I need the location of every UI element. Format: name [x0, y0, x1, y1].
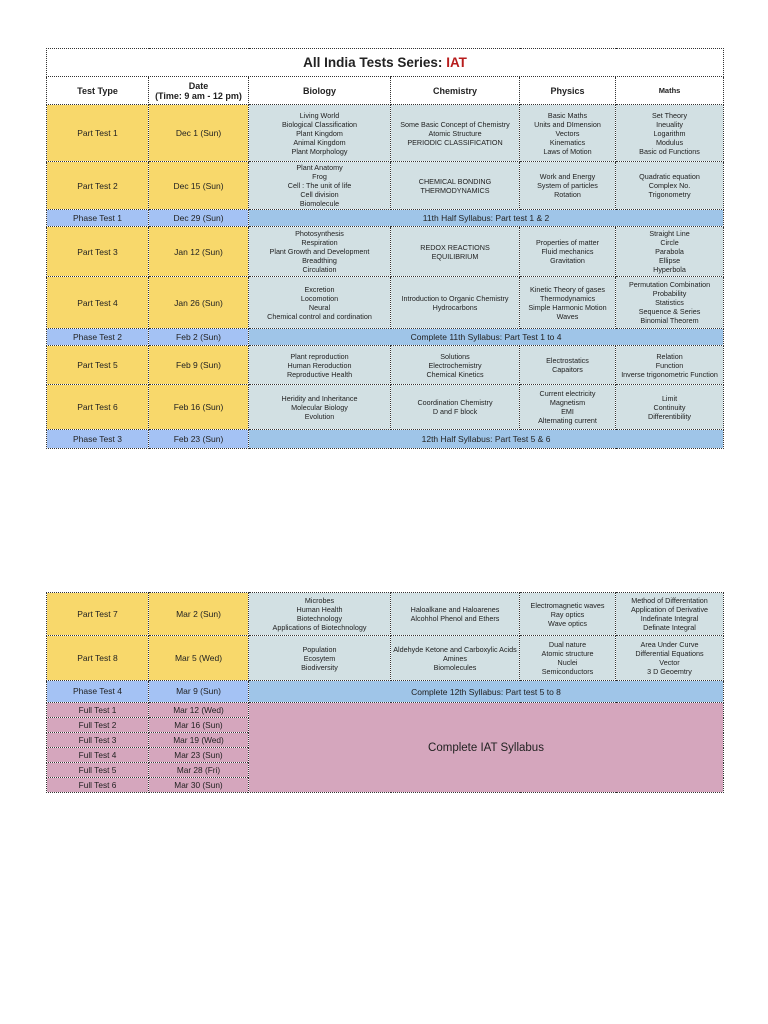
maths-cell: Relation Function Inverse trigonometric Function — [616, 346, 724, 385]
test-date-cell: Feb 9 (Sun) — [149, 346, 249, 385]
header-date-time: (Time: 9 am - 12 pm) — [155, 90, 242, 101]
test-date-cell: Jan 12 (Sun) — [149, 227, 249, 277]
test-date-cell: Jan 26 (Sun) — [149, 277, 249, 329]
biology-cell: Excretion Locomotion Neural Chemical control and cordination — [249, 277, 391, 329]
phase-syllabus: Complete 11th Syllabus: Part Test 1 to 4 — [249, 329, 724, 346]
chemistry-cell: Aldehyde Ketone and Carboxylic Acids Amines Biomolecules — [391, 636, 520, 681]
test-date-cell: Mar 19 (Wed) — [149, 733, 249, 748]
test-type-cell: Part Test 8 — [47, 636, 149, 681]
full-syllabus: Complete IAT Syllabus — [249, 703, 724, 793]
header-date-label: Date — [188, 80, 209, 91]
maths-cell: Area Under Curve Differential Equations Vector 3 D Geoemtry — [616, 636, 724, 681]
header-date — [149, 77, 249, 105]
chemistry-cell: Introduction to Organic Chemistry Hydrocarbons — [391, 277, 520, 329]
table-row — [47, 593, 724, 636]
physics-cell: Kinetic Theory of gases Thermodynamics Simple Harmonic Motion Waves — [520, 277, 616, 329]
header-test-type: Test Type — [47, 77, 149, 105]
title-main: All India Tests Series: — [303, 54, 447, 70]
biology-cell: Plant reproduction Human Reroduction Reproductive Health — [249, 346, 391, 385]
phase-syllabus: 11th Half Syllabus: Part test 1 & 2 — [249, 210, 724, 227]
test-date-cell: Feb 2 (Sun) — [149, 329, 249, 346]
test-date-cell: Mar 2 (Sun) — [149, 593, 249, 636]
test-date-cell: Dec 15 (Sun) — [149, 162, 249, 210]
test-type-cell: Part Test 5 — [47, 346, 149, 385]
test-type-cell: Full Test 4 — [47, 748, 149, 763]
maths-cell: Straight Line Circle Parabola Ellipse Hyperbola — [616, 227, 724, 277]
test-date-cell: Mar 30 (Sun) — [149, 778, 249, 793]
page-title — [47, 49, 724, 77]
table-row — [47, 162, 724, 210]
phase-row — [47, 329, 724, 346]
phase-row — [47, 430, 724, 449]
table-row — [47, 105, 724, 162]
table-row — [47, 346, 724, 385]
table-row — [47, 636, 724, 681]
test-type-cell: Full Test 6 — [47, 778, 149, 793]
physics-cell: Electrostatics Capaitors — [520, 346, 616, 385]
test-date-cell: Mar 9 (Sun) — [149, 681, 249, 703]
physics-cell: Basic Maths Units and DImension Vectors Kinematics Laws of Motion — [520, 105, 616, 162]
biology-cell: Living World Biological Classification Plant Kingdom Animal Kingdom Plant Morphology — [249, 105, 391, 162]
test-type-cell: Full Test 1 — [47, 703, 149, 718]
biology-cell: Microbes Human Health Biotechnology Applications of Biotechnology — [249, 593, 391, 636]
test-type-cell: Full Test 5 — [47, 763, 149, 778]
test-type-cell: Part Test 7 — [47, 593, 149, 636]
chemistry-cell: Coordination Chemistry D and F block — [391, 385, 520, 430]
test-type-cell: Part Test 1 — [47, 105, 149, 162]
table-row — [47, 385, 724, 430]
maths-cell: Quadratic equation Complex No. Trigonometry — [616, 162, 724, 210]
maths-cell: Set Theory Ineuality Logarithm Modulus Basic od Functions — [616, 105, 724, 162]
test-type-cell: Part Test 6 — [47, 385, 149, 430]
test-type-cell: Full Test 3 — [47, 733, 149, 748]
chemistry-cell: REDOX REACTIONS EQUILIBRIUM — [391, 227, 520, 277]
biology-cell: Heridity and Inheritance Molecular Biology Evolution — [249, 385, 391, 430]
test-type-cell: Part Test 2 — [47, 162, 149, 210]
header-row — [47, 77, 724, 105]
test-date-cell: Dec 1 (Sun) — [149, 105, 249, 162]
header-chemistry: Chemistry — [391, 77, 520, 105]
header-maths: Maths — [616, 77, 724, 105]
test-date-cell: Mar 23 (Sun) — [149, 748, 249, 763]
maths-cell: Method of Differentation Application of Derivative Indefinate Integral Definate Integral — [616, 593, 724, 636]
schedule-table-1 — [46, 48, 724, 449]
physics-cell: Properties of matter Fluid mechanics Gravitation — [520, 227, 616, 277]
full-test-row — [47, 703, 724, 718]
test-date-cell: Feb 16 (Sun) — [149, 385, 249, 430]
physics-cell: Current electricity Magnetism EMI Alternating current — [520, 385, 616, 430]
test-date-cell: Mar 28 (Fri) — [149, 763, 249, 778]
test-type-cell: Part Test 3 — [47, 227, 149, 277]
test-date-cell: Mar 5 (Wed) — [149, 636, 249, 681]
biology-cell: Population Ecosytem Biodiversity — [249, 636, 391, 681]
chemistry-cell: Haloalkane and Haloarenes Alcohhol Phenol and Ethers — [391, 593, 520, 636]
physics-cell: Dual nature Atomic structure Nuclei Semiconductors — [520, 636, 616, 681]
physics-cell: Work and Energy System of particles Rotation — [520, 162, 616, 210]
table-row — [47, 277, 724, 329]
phase-row — [47, 681, 724, 703]
physics-cell: Electromagnetic waves Ray optics Wave optics — [520, 593, 616, 636]
chemistry-cell: Some Basic Concept of Chemistry Atomic Structure PERIODIC CLASSIFICATION — [391, 105, 520, 162]
test-type-cell: Phase Test 1 — [47, 210, 149, 227]
phase-row — [47, 210, 724, 227]
test-type-cell: Phase Test 4 — [47, 681, 149, 703]
schedule-table-2 — [46, 592, 724, 793]
test-date-cell: Mar 16 (Sun) — [149, 718, 249, 733]
maths-cell: Limit Continuity Differentibility — [616, 385, 724, 430]
test-type-cell: Phase Test 3 — [47, 430, 149, 449]
test-type-cell: Full Test 2 — [47, 718, 149, 733]
header-biology: Biology — [249, 77, 391, 105]
biology-cell: Photosynthesis Respiration Plant Growth and Development Breadthing Circulation — [249, 227, 391, 277]
phase-syllabus: Complete 12th Syllabus: Part test 5 to 8 — [249, 681, 724, 703]
test-type-cell: Part Test 4 — [47, 277, 149, 329]
test-date-cell: Mar 12 (Wed) — [149, 703, 249, 718]
header-physics: Physics — [520, 77, 616, 105]
chemistry-cell: CHEMICAL BONDING THERMODYNAMICS — [391, 162, 520, 210]
test-date-cell: Dec 29 (Sun) — [149, 210, 249, 227]
chemistry-cell: Solutions Electrochemistry Chemical Kinetics — [391, 346, 520, 385]
table-row — [47, 227, 724, 277]
test-type-cell: Phase Test 2 — [47, 329, 149, 346]
title-highlight: IAT — [446, 54, 467, 70]
biology-cell: Plant Anatomy Frog Cell : The unit of life Cell division Biomolecule — [249, 162, 391, 210]
test-date-cell: Feb 23 (Sun) — [149, 430, 249, 449]
phase-syllabus: 12th Half Syllabus: Part Test 5 & 6 — [249, 430, 724, 449]
maths-cell: Permutation Combination Probability Statistics Sequence & Series Binomial Theorem — [616, 277, 724, 329]
